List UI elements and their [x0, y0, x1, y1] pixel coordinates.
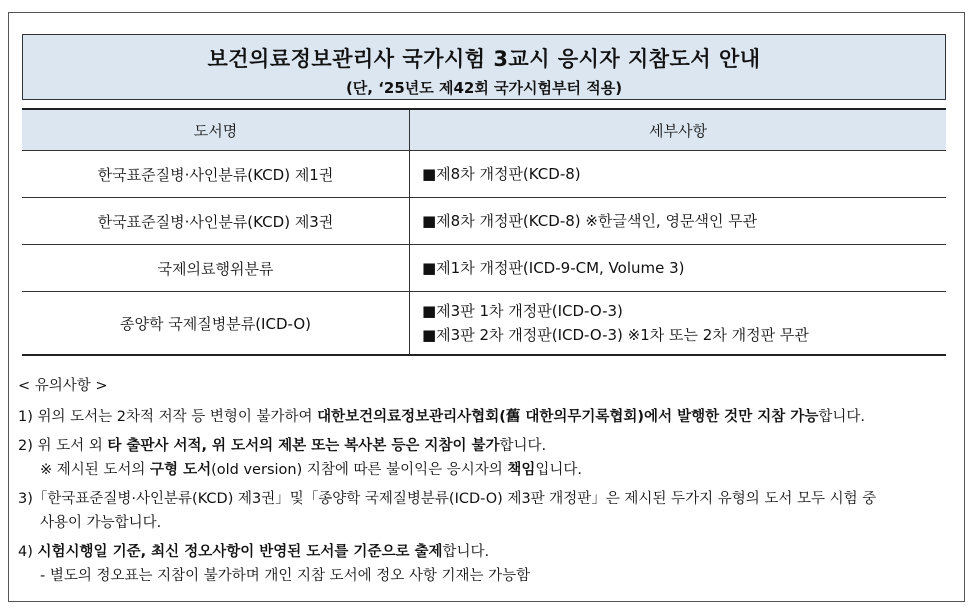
notes-section [18, 374, 963, 588]
detail-line: ■제3판 1차 개정판(ICD-O-3) [422, 302, 623, 320]
note-3-cont: 사용이 가능합니다. [40, 515, 162, 531]
table-row [22, 245, 946, 292]
page-subtitle: (단, ‘25년도 제42회 국가시험부터 적용) [345, 79, 623, 97]
book-name-cell: 한국표준질병·사인분류(KCD) 제3권 [22, 198, 410, 245]
notes-heading: < 유의사항 > [18, 378, 108, 394]
note-emphasis: 시험시행일 기준, 최신 정오사항이 반영된 도서를 기준으로 출제 [37, 544, 443, 560]
book-detail-cell [410, 198, 947, 245]
note-emphasis: 타 출판사 서적, 위 도서의 제본 또는 복사본 등은 지참이 불가 [107, 438, 500, 454]
note-emphasis: 구형 도서 [150, 462, 212, 478]
note-text: 합니다. [499, 438, 547, 454]
header-book-name: 도서명 [22, 109, 410, 151]
note-2 [18, 434, 963, 458]
note-text: 4) [18, 544, 38, 560]
table-row [22, 198, 946, 245]
table-row [22, 151, 946, 198]
note-3: 3)「한국표준질병·사인분류(KCD) 제3권」및「종양학 국제질병분류(ICD-O) 제3판 개정판」은 제시된 두가지 유형의 도서 모두 시험 중 [18, 491, 877, 507]
title-box [22, 34, 946, 100]
book-detail-cell [410, 245, 947, 292]
note-1 [18, 405, 963, 429]
table-row [22, 292, 946, 356]
note-text: 2) 위 도서 외 [18, 438, 108, 454]
book-detail-cell [410, 151, 947, 198]
note-text: ※ 제시된 도서의 [40, 462, 151, 478]
detail-line: ■제8차 개정판(KCD-8) [422, 165, 581, 183]
header-details: 세부사항 [410, 109, 947, 151]
note-text: 합니다. [818, 409, 865, 425]
note-emphasis: 대한보건의료정보관리사협회(舊 대한의무기록협회)에서 발행한 것만 지참 가능 [317, 409, 819, 425]
book-table [22, 108, 946, 356]
detail-line: ■제3판 2차 개정판(ICD-O-3) ※1차 또는 2차 개정판 무관 [422, 326, 809, 344]
page-title: 보건의료정보관리사 국가시험 3교시 응시자 지참도서 안내 [207, 47, 761, 71]
book-name-cell: 국제의료행위분류 [22, 245, 410, 292]
book-detail-cell [410, 292, 947, 356]
table-header-row [22, 109, 946, 151]
book-name-cell: 한국표준질병·사인분류(KCD) 제1권 [22, 151, 410, 198]
note-2-sub [18, 458, 963, 482]
note-4 [18, 540, 963, 564]
note-text: 1) 위의 도서는 2차적 저작 등 변형이 불가하여 [18, 409, 318, 425]
detail-line: ■제8차 개정판(KCD-8) ※한글색인, 영문색인 무관 [422, 212, 758, 230]
note-emphasis: 책임 [507, 462, 536, 478]
note-text: 입니다. [535, 462, 583, 478]
note-text: 합니다. [442, 544, 490, 560]
note-text: (old version) 지참에 따른 불이익은 응시자의 [211, 462, 508, 478]
book-name-cell: 종양학 국제질병분류(ICD-O) [22, 292, 410, 356]
detail-line: ■제1차 개정판(ICD-9-CM, Volume 3) [422, 259, 685, 277]
note-4-sub: - 별도의 정오표는 지참이 불가하며 개인 지참 도서에 정오 사항 기재는 가능함 [40, 568, 531, 584]
